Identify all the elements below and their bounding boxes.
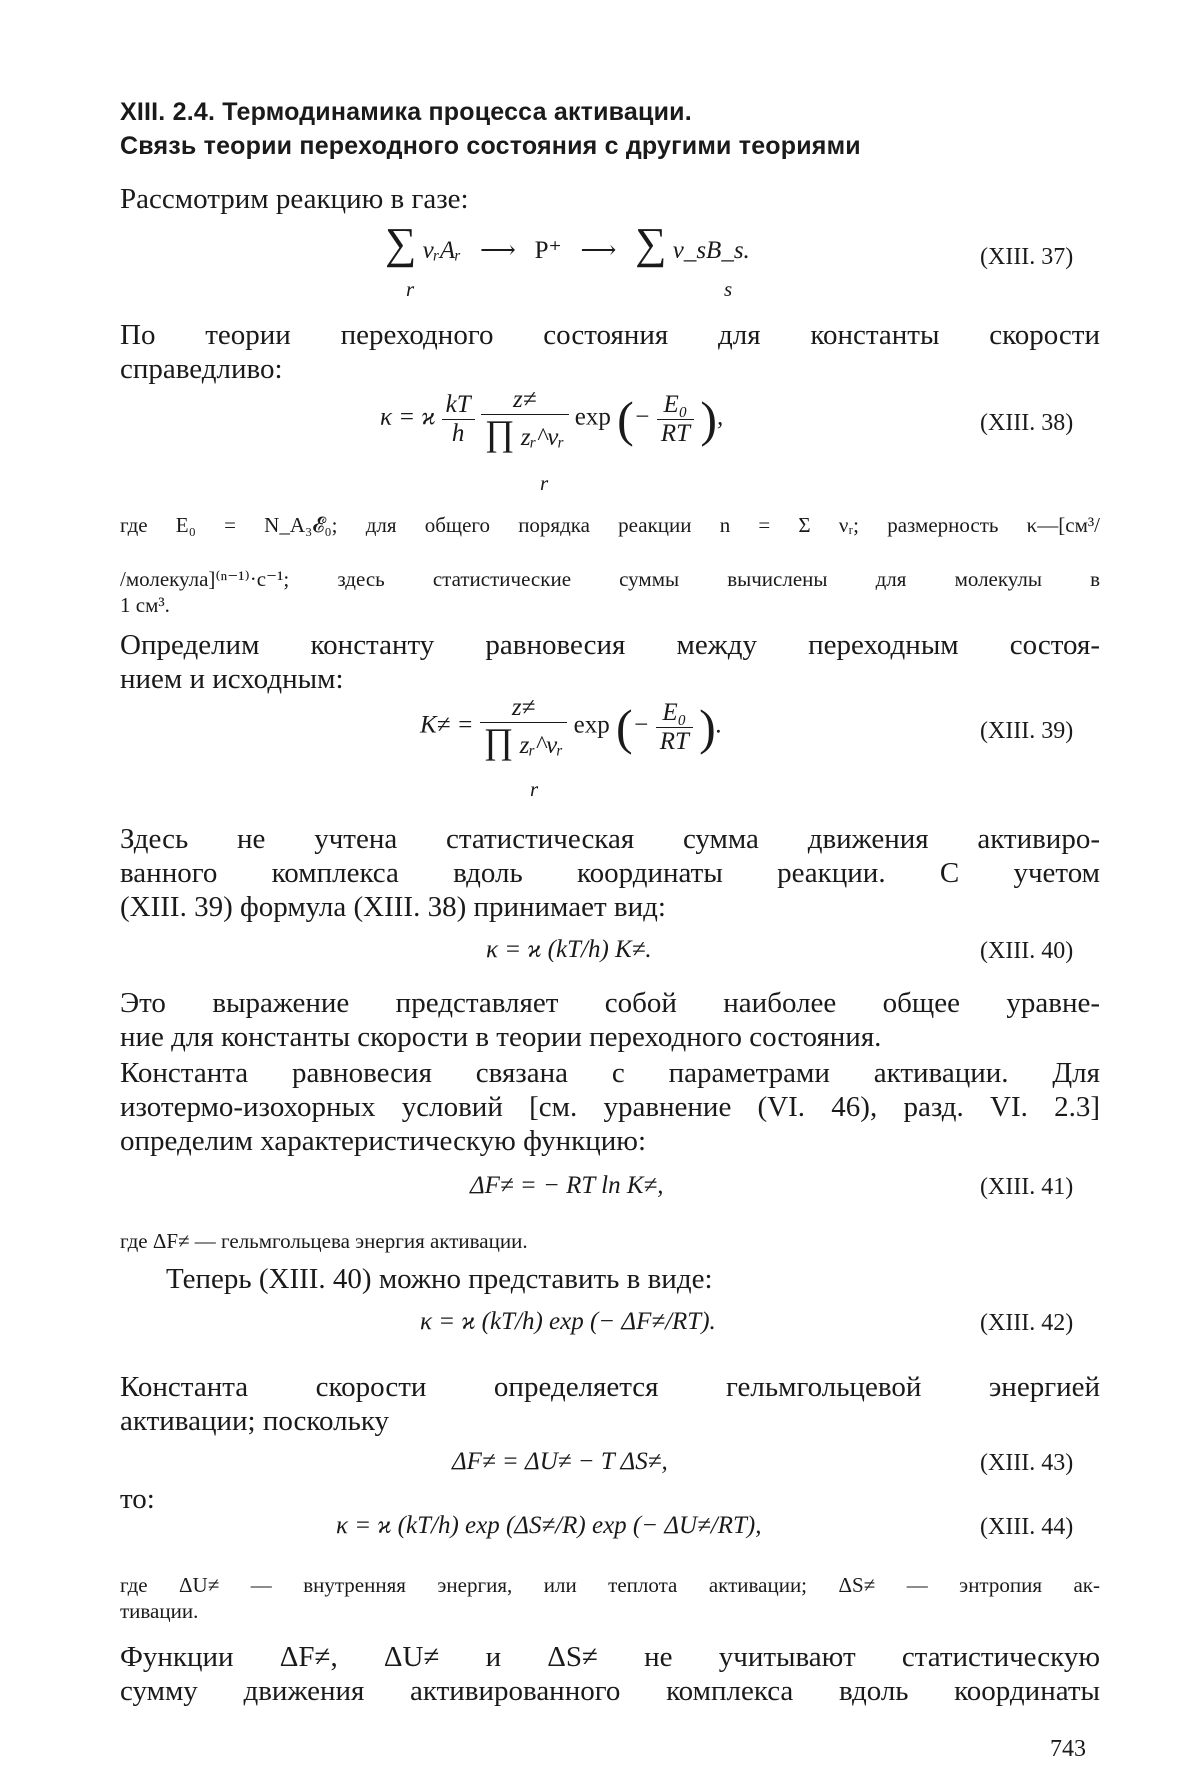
denominator: ∏ zᵣ^νᵣ: [480, 722, 568, 760]
paragraph-line: справедливо:: [120, 353, 283, 385]
equation-41: ΔF≠ = − RT ln K≠,: [470, 1172, 664, 1199]
eq39-lhs: K≠ =: [420, 711, 474, 739]
paragraph-line: Константа скорости определяется гельмгольцевой энергией: [120, 1371, 1100, 1403]
paragraph-line: активации; поскольку: [120, 1405, 390, 1437]
equation-number-38: (XIII. 38): [980, 410, 1074, 436]
product-term: zᵣ^νᵣ: [520, 424, 565, 451]
paragraph-line: ванного комплекса вдоль координаты реакции. С учетом: [120, 857, 1100, 889]
eq37-sum-index-s: s: [724, 277, 733, 301]
eq37-rhs: ν_sB_s.: [672, 237, 750, 264]
eq39-product-index: r: [530, 777, 539, 801]
equation-number-43: (XIII. 43): [980, 1450, 1074, 1476]
right-paren: ): [700, 391, 717, 447]
footnote-line: где E₀ = N_A₃𝓔₀; для общего порядка реакции n = Σ νᵣ; размерность κ—[см³/: [120, 513, 1100, 537]
eq37-lhs: νᵣAᵣ: [422, 237, 462, 264]
fraction-kT-h: [442, 391, 475, 448]
numerator: z≠: [512, 386, 537, 413]
paragraph-intro: Рассмотрим реакцию в газе:: [120, 183, 469, 215]
paragraph-line: Константа равновесия связана с параметрами активации. Для: [120, 1057, 1100, 1089]
numerator: E₀: [662, 698, 687, 726]
fraction-partition: [481, 386, 569, 452]
equation-42: κ = ϰ (kT/h) exp (− ΔF≠/RT).: [420, 1308, 716, 1335]
paragraph-line: то:: [120, 1483, 155, 1515]
footnote-line: /молекула]⁽ⁿ⁻¹⁾·c⁻¹; здесь статистические суммы вычислены для молекулы в: [120, 567, 1100, 591]
equation-number-39: (XIII. 39): [980, 718, 1074, 744]
paragraph-line: Здесь не учтена статистическая сумма движения активиро-: [120, 823, 1100, 855]
paragraph-line: По теории переходного состояния для константы скорости: [120, 319, 1100, 351]
eq37-mid: P⁺: [534, 237, 562, 264]
paragraph-line: Функции ΔF≠, ΔU≠ и ΔS≠ не учитывают статистическую: [120, 1641, 1100, 1673]
product-term: zᵣ^νᵣ: [519, 732, 564, 759]
eq37-sum-index-r: r: [406, 277, 415, 301]
equation-37: ∑ νᵣAᵣ ⟶ P⁺ ⟶ ∑ ν_sB_s.: [385, 219, 750, 268]
left-paren: (: [615, 699, 633, 755]
equation-number-41: (XIII. 41): [980, 1174, 1074, 1200]
page-number: 743: [1050, 1736, 1086, 1762]
numerator: z≠: [511, 694, 536, 721]
eq38-lhs: κ = ϰ: [380, 403, 436, 431]
equation-44: κ = ϰ (kT/h) exp (ΔS≠/R) exp (− ΔU≠/RT),: [336, 1512, 762, 1539]
sum-symbol: ∑: [635, 219, 667, 268]
equation-40: κ = ϰ (kT/h) K≠.: [486, 936, 652, 963]
footnote-line: где ΔU≠ — внутренняя энергия, или теплота активации; ΔS≠ — энтропия ак-: [120, 1573, 1100, 1597]
equation-number-40: (XIII. 40): [980, 938, 1074, 964]
equation-number-42: (XIII. 42): [980, 1310, 1074, 1336]
equation-38: κ = ϰ $\frac{kT}{h}$ $\frac{z\ne}{\text{∏ zᵣ\textasciicircum{}νᵣ}}$ exp (− $\frac{\text{E₀}}{RT}$ ),: [380, 386, 724, 453]
denominator: RT: [657, 419, 694, 448]
section-title-line2: Связь теории переходного состояния с другими теориями: [120, 132, 861, 160]
footnote-line: где ΔF≠ — гельмгольцева энергия активации.: [120, 1229, 528, 1253]
left-paren: (: [617, 391, 634, 447]
footnote-line: 1 см³.: [120, 593, 170, 617]
equation-number-44: (XIII. 44): [980, 1514, 1074, 1540]
denominator: ∏ zᵣ^νᵣ: [481, 414, 569, 452]
numerator: kT: [445, 390, 471, 418]
numerator: E₀: [663, 390, 688, 418]
section-title-line1: XIII. 2.4. Термодинамика процесса активации.: [120, 98, 692, 126]
equation-number-37: (XIII. 37): [980, 244, 1074, 270]
footnote-line: тивации.: [120, 1599, 199, 1623]
denominator: RT: [656, 727, 693, 756]
paragraph-line: изотермо-изохорных условий [см. уравнение (VI. 46), разд. VI. 2.3]: [120, 1091, 1100, 1123]
paragraph-line: (XIII. 39) формула (XIII. 38) принимает вид:: [120, 891, 666, 923]
paragraph-line: определим характеристическую функцию:: [120, 1125, 647, 1157]
exp-label: exp: [574, 403, 611, 431]
paragraph-line: Теперь (XIII. 40) можно представить в виде:: [166, 1263, 713, 1295]
right-paren: ): [699, 699, 716, 755]
denominator: h: [442, 419, 475, 448]
eq38-product-index: r: [540, 471, 549, 495]
paragraph-line: Определим константу равновесия между переходным состоя-: [120, 629, 1100, 661]
sum-symbol: ∑: [385, 219, 417, 268]
paragraph-line: Это выражение представляет собой наиболее общее уравне-: [120, 987, 1100, 1019]
paragraph-line: нием и исходным:: [120, 663, 344, 695]
equation-39: K≠ = $\frac{z\ne}{\text{∏ zᵣ\textasciicircum{}νᵣ}}$ exp (− $\frac{\text{E₀}}{RT}$ ).: [420, 694, 723, 761]
exp-label: exp: [573, 711, 610, 739]
paragraph-line: сумму движения активированного комплекса вдоль координаты: [120, 1675, 1100, 1707]
paragraph-line: ние для константы скорости в теории переходного состояния.: [120, 1021, 882, 1053]
fraction-partition: [480, 694, 568, 760]
fraction-E0-RT: [657, 391, 694, 448]
equation-43: ΔF≠ = ΔU≠ − T ΔS≠,: [452, 1448, 668, 1475]
fraction-E0-RT: [656, 699, 693, 756]
